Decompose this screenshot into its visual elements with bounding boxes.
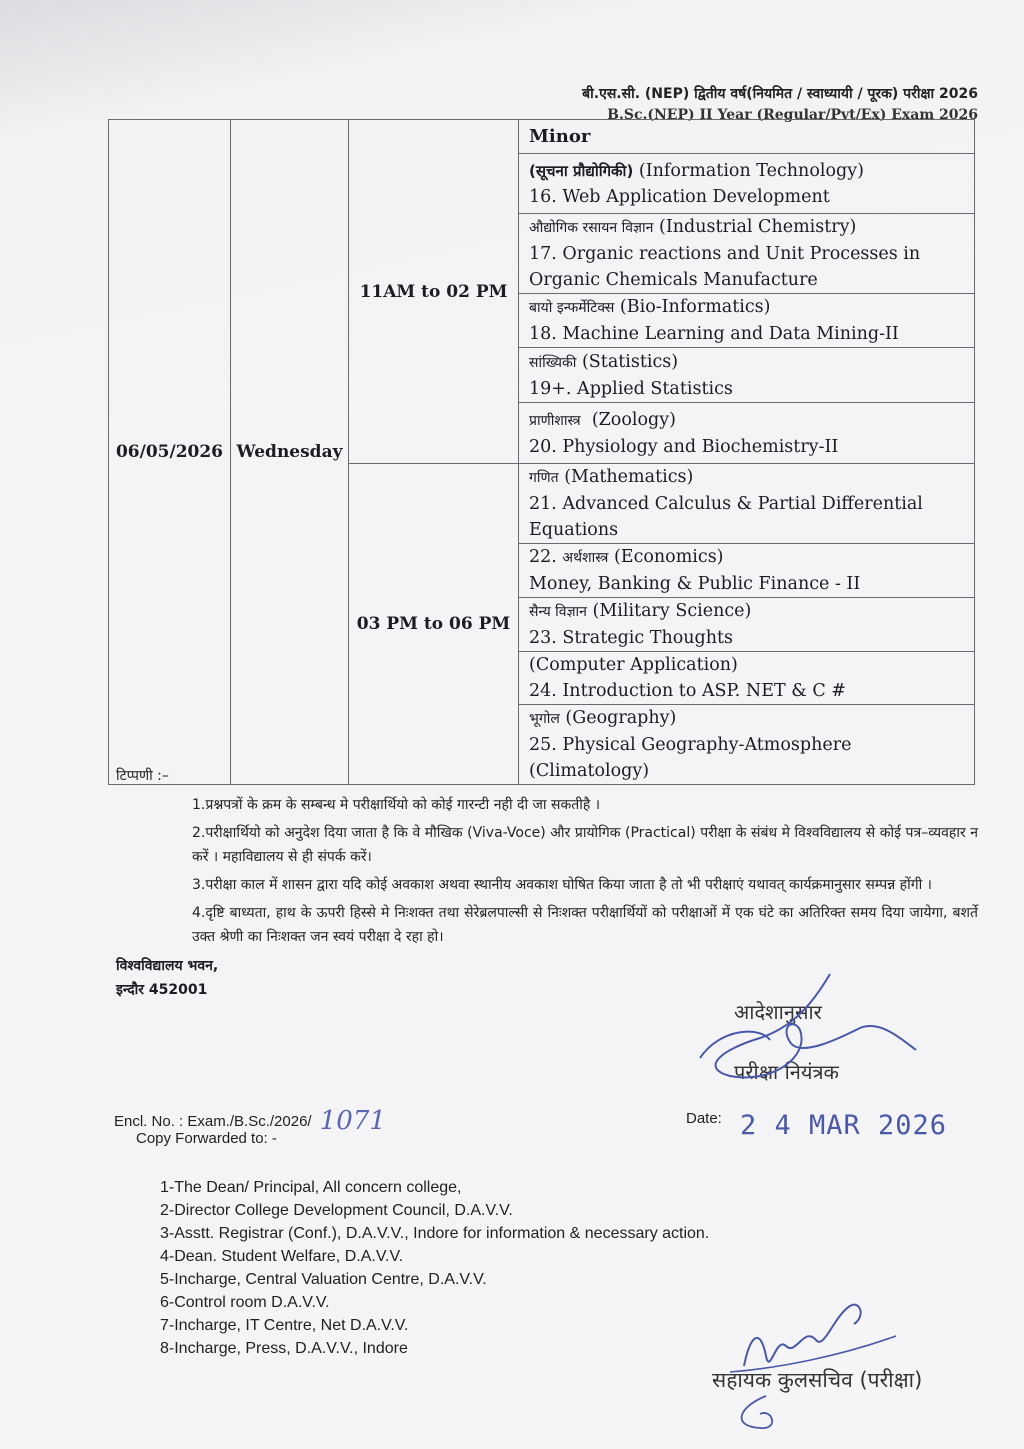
signatory2-title: सहायक कुलसचिव (परीक्षा) bbox=[712, 1368, 923, 1392]
note-item: 3.परीक्षा काल में शासन द्वारा यदि कोई अवकाश अथवा स्थानीय अवकाश घोषित किया जाता है तो भी परीक्षाएं यथावत् कार्यक्रमानुसार सम्पन्न होंगी । bbox=[192, 877, 932, 893]
discipline-english: (Bio-Informatics) bbox=[619, 297, 771, 317]
date-label: Date: bbox=[686, 1110, 722, 1127]
discipline-english: (Computer Application) bbox=[529, 655, 738, 675]
recipient-item: 3-Asstt. Registrar (Conf.), D.A.V.V., Indore for information & necessary action. bbox=[160, 1225, 710, 1242]
slot1-time: 11AM to 02 PM bbox=[349, 120, 519, 464]
discipline-english: (Economics) bbox=[613, 547, 724, 567]
discipline-hindi: औद्योगिक रसायन विज्ञान bbox=[529, 220, 654, 236]
subject-cell bbox=[519, 154, 975, 214]
address-line-1: विश्वविद्यालय भवन, bbox=[116, 958, 219, 974]
discipline-hindi: अर्थशास्त्र bbox=[562, 550, 609, 566]
slot2-time: 03 PM to 06 PM bbox=[349, 464, 519, 785]
discipline-hindi: भूगोल bbox=[529, 711, 560, 727]
header-english: B.Sc.(NEP) II Year (Regular/Pvt/Ex) Exam 2026 bbox=[607, 107, 978, 123]
discipline-hindi: सांख्यिकी bbox=[529, 354, 577, 371]
subject-cell bbox=[519, 544, 975, 598]
exam-date: 06/05/2026 bbox=[109, 120, 231, 785]
signatory1-line2: परीक्षा नियंत्रक bbox=[734, 1060, 839, 1084]
enclosure-number-handwritten: 1071 bbox=[319, 1106, 386, 1136]
notes-heading: टिप्पणी :– bbox=[116, 768, 169, 784]
date-stamp: 2 4 MAR 2026 bbox=[740, 1110, 948, 1141]
discipline-english: (Mathematics) bbox=[564, 467, 694, 487]
paper-title: 17. Organic reactions and Unit Processes in Organic Chemicals Manufacture bbox=[529, 244, 921, 290]
paper-number: 22. bbox=[529, 547, 557, 567]
recipient-list bbox=[160, 1176, 709, 1360]
recipient-item: 5-Incharge, Central Valuation Centre, D.A.V.V. bbox=[160, 1271, 487, 1288]
note-item: 2.परीक्षार्थियो को अनुदेश दिया जाता है कि वे मौखिक (Viva-Voce) और प्रायोगिक (Practical) परीक्षा के संबंध मे विश्वविद्यालय से कोई पत्र–व्यवहार न करें । महाविद्यालय से ही संपर्क करें। bbox=[192, 825, 978, 865]
discipline-hindi: सैन्य विज्ञान bbox=[529, 604, 587, 620]
recipient-item: 4-Dean. Student Welfare, D.A.V.V. bbox=[160, 1248, 404, 1265]
paper-title: 20. Physiology and Biochemistry-II bbox=[529, 436, 839, 457]
minor-label: Minor bbox=[529, 125, 591, 147]
recipient-item: 8-Incharge, Press, D.A.V.V., Indore bbox=[160, 1340, 408, 1357]
enclosure-label: Encl. No. : Exam./B.Sc./2026/ bbox=[114, 1113, 312, 1130]
subject-cell bbox=[519, 598, 975, 652]
paper-title: 23. Strategic Thoughts bbox=[529, 628, 734, 648]
recipient-item: 2-Director College Development Council, D.A.V.V. bbox=[160, 1202, 513, 1219]
paper-title: 21. Advanced Calculus & Partial Differential Equations bbox=[529, 494, 923, 540]
subject-cell bbox=[519, 652, 975, 705]
university-address bbox=[116, 954, 218, 1002]
subject-cell bbox=[519, 214, 975, 294]
note-item: 4.दृष्टि बाध्यता, हाथ के ऊपरी हिस्से मे निःशक्त तथा सेरेब्रलपाल्सी से निःशक्त परीक्षार्थियों को परीक्षाओं में एक घंटे का अतिरिक्त समय दिया जायेगा, बशर्ते उक्त श्रेणी का निःशक्त जन स्वयं परीक्षा दे रहा हो। bbox=[192, 905, 978, 945]
subject-cell bbox=[519, 294, 975, 348]
address-line-2: इन्दौर 452001 bbox=[116, 982, 208, 998]
discipline-english: (Statistics) bbox=[581, 351, 679, 372]
discipline-hindi: प्राणीशास्त्र bbox=[529, 412, 581, 429]
discipline-hindi: गणित bbox=[529, 470, 559, 486]
paper-title: 24. Introduction to ASP. NET & C # bbox=[529, 681, 846, 701]
recipient-item: 1-The Dean/ Principal, All concern college, bbox=[160, 1179, 462, 1196]
recipient-item: 6-Control room D.A.V.V. bbox=[160, 1294, 330, 1311]
paper-title: 18. Machine Learning and Data Mining-II bbox=[529, 324, 899, 344]
paper-title: 19+. Applied Statistics bbox=[529, 378, 733, 399]
recipient-item: 7-Incharge, IT Centre, Net D.A.V.V. bbox=[160, 1317, 409, 1334]
subject-cell bbox=[519, 348, 975, 403]
discipline-english: (Industrial Chemistry) bbox=[659, 217, 857, 237]
discipline-hindi: (सूचना प्रौद्योगिकी) bbox=[529, 161, 634, 180]
discipline-english: (Zoology) bbox=[591, 409, 676, 430]
paper-title: Money, Banking & Public Finance - II bbox=[529, 574, 861, 594]
paper-title: 16. Web Application Development bbox=[529, 186, 830, 207]
paper-title: 25. Physical Geography-Atmosphere (Climatology) bbox=[529, 735, 852, 781]
copy-forwarded-label: Copy Forwarded to: - bbox=[136, 1130, 277, 1147]
discipline-english: (Information Technology) bbox=[638, 160, 864, 181]
discipline-hindi: बायो इन्फर्मेटिक्स bbox=[529, 300, 615, 316]
notes-section bbox=[116, 766, 978, 953]
discipline-english: (Geography) bbox=[565, 708, 677, 728]
subject-cell bbox=[519, 403, 975, 464]
exam-day: Wednesday bbox=[231, 120, 349, 785]
subject-cell bbox=[519, 464, 975, 544]
discipline-english: (Military Science) bbox=[592, 601, 752, 621]
header-hindi: बी.एस.सी. (NEP) द्वितीय वर्ष(नियमित / स्वाध्यायी / पूरक) परीक्षा 2026 bbox=[582, 86, 978, 102]
minor-heading bbox=[519, 120, 975, 154]
controller-signature-icon bbox=[690, 968, 930, 1088]
signatory1-line1: आदेशानुसार bbox=[734, 1000, 822, 1024]
exam-schedule-table bbox=[108, 119, 975, 785]
note-item: 1.प्रश्नपत्रों के क्रम के सम्बन्ध मे परीक्षार्थियो को कोई गारन्टी नही दी जा सकतीहै । bbox=[192, 797, 601, 813]
